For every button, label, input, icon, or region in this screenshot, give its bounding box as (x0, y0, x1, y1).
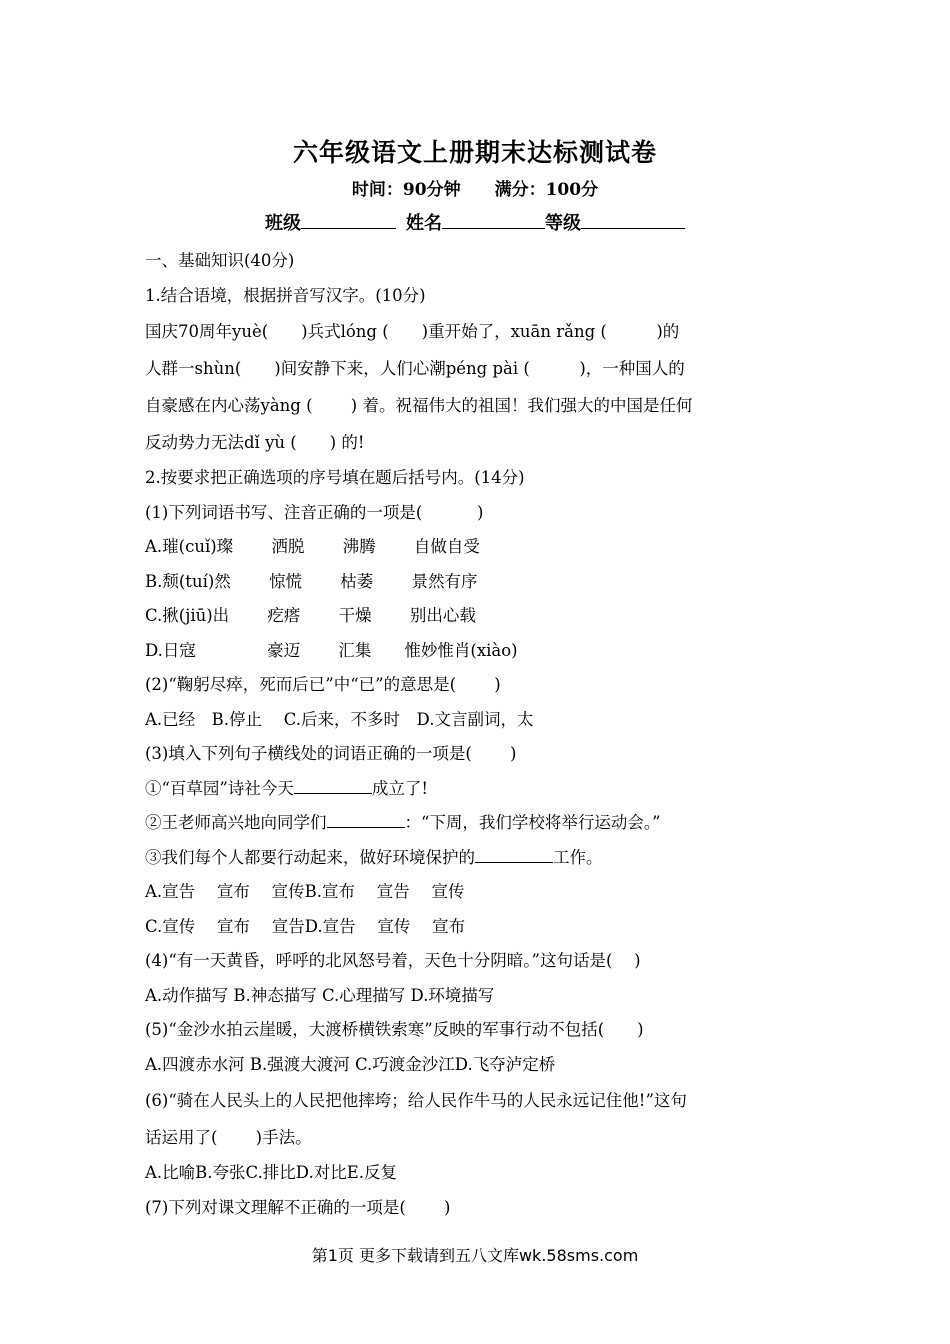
page-footer: 第1页 更多下载请到五八文库wk.58sms.com (311, 1246, 639, 1265)
exam-body (145, 244, 810, 1225)
option-line: A.四渡赤水河 B.强渡大渡河 C.巧渡金沙江D.飞夺泸定桥 (145, 1054, 556, 1074)
full-score: 满分：100分 (494, 180, 599, 200)
section-heading: 一、基础知识(40分) (145, 251, 295, 270)
exam-meta (0, 175, 950, 200)
sentence-text: ①“百草园”诗社今天 (145, 778, 294, 798)
option-line: C.揪(jiū)出 疙瘩 干燥 别出心载 (145, 606, 476, 625)
option-line: C.宣传 宣布 宣告D.宣告 宣传 宣布 (145, 916, 466, 936)
sentence-text: 成立了! (371, 778, 429, 798)
class-label: 班级 (265, 213, 301, 234)
name-blank[interactable] (442, 210, 545, 229)
sub-question: (2)“鞠躬尽瘁，死而后已”中“已”的意思是( ) (145, 675, 501, 694)
sub-question-cont: 话运用了( )手法。 (145, 1128, 312, 1147)
sentence-text: ：“下周，我们学校将举行运动会。” (404, 813, 661, 832)
question-1-text-line: 人群一shùn( )间安静下来，人们心潮péng pài ( )，一种国人的 (145, 359, 685, 378)
sub-question: (3)填入下列句子横线处的词语正确的一项是( ) (145, 744, 517, 763)
student-info (0, 209, 950, 235)
time-limit: 时间：90分钟 (351, 180, 461, 200)
sentence-item (145, 806, 810, 841)
question-1-text-line: 自豪感在内心荡yàng ( ) 着。祝福伟大的祖国！我们强大的中国是任何 (145, 396, 693, 415)
sentence-text: 工作。 (553, 847, 603, 867)
sub-question: (5)“金沙水拍云崖暖，大渡桥横铁索寒”反映的军事行动不包括( ) (145, 1020, 644, 1039)
option-line: A.宣告 宣布 宣传B.宣布 宣告 宣传 (145, 882, 465, 901)
question-1-text-line: 国庆70周年yuè( )兵式lóng ( )重开始了，xuān rǎng ( )的 (145, 322, 680, 341)
sentence-item (145, 772, 810, 807)
fill-blank[interactable] (475, 845, 553, 863)
question-1-heading: 1.结合语境，根据拼音写汉字。(10分) (145, 285, 426, 305)
option-line: A.动作描写 B.神态描写 C.心理描写 D.环境描写 (145, 985, 495, 1005)
sub-question: (6)“骑在人民头上的人民把他摔垮；给人民作牛马的人民永远记住他!”这句 (145, 1091, 687, 1110)
fill-blank[interactable] (294, 776, 372, 794)
option-line: D.日寇 豪迈 汇集 惟妙惟肖(xiào) (145, 640, 518, 660)
option-line: A.比喻B.夸张C.排比D.对比E.反复 (145, 1163, 397, 1182)
sentence-text: ③我们每个人都要行动起来，做好环境保护的 (145, 847, 475, 867)
question-1-text-line: 反动势力无法dǐ yù ( ) 的! (145, 433, 365, 452)
sub-question: (1)下列词语书写、注音正确的一项是( ) (145, 502, 484, 522)
name-label: 姓名 (406, 213, 442, 234)
option-line: B.颓(tuí)然 惊慌 枯萎 景然有序 (145, 571, 478, 591)
sentence-text: ②王老师高兴地向同学们 (145, 813, 327, 832)
question-2-heading: 2.按要求把正确选项的序号填在题后括号内。(14分) (145, 468, 525, 487)
fill-blank[interactable] (327, 810, 405, 828)
option-line: A.已经 B.停止 C.后来，不多时 D.文言副词，太 (145, 709, 534, 729)
sentence-item (145, 841, 810, 876)
grade-blank[interactable] (581, 210, 685, 229)
page-title: 六年级语文上册期末达标测试卷 (292, 138, 657, 167)
sub-question: (7)下列对课文理解不正确的一项是( ) (145, 1197, 451, 1217)
grade-label: 等级 (545, 213, 581, 234)
option-line: A.璀(cuǐ)璨 洒脱 沸腾 自做自受 (145, 537, 480, 556)
class-blank[interactable] (301, 210, 396, 229)
sub-question: (4)“有一天黄昏，呼呼的北风怒号着，天色十分阴暗。”这句话是( ) (145, 951, 641, 970)
